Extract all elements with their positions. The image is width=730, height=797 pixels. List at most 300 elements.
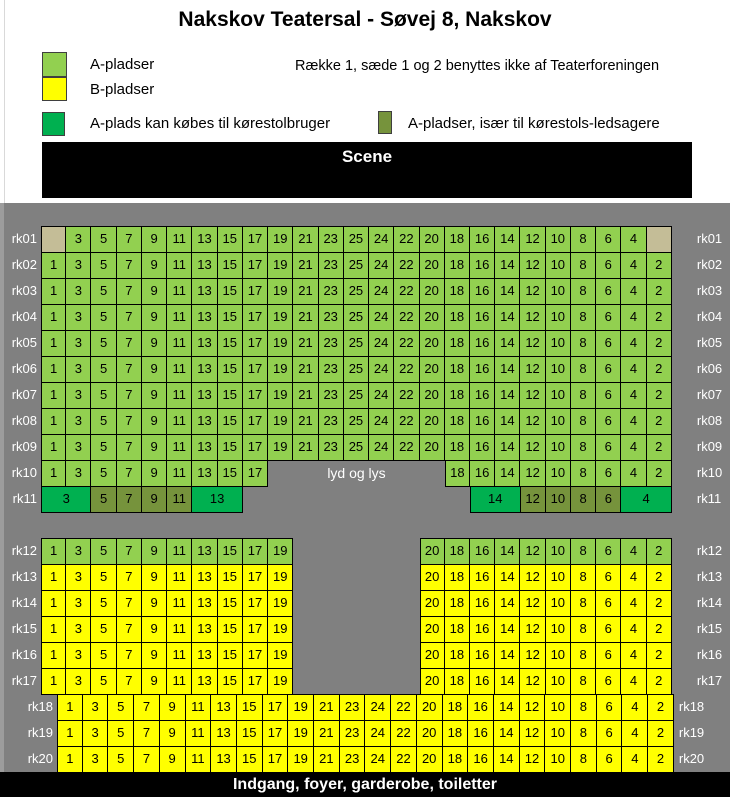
seat-rk12-17[interactable]: 17 — [242, 538, 268, 565]
seat-rk11-5[interactable]: 5 — [90, 486, 116, 513]
seat-rk20-10[interactable]: 10 — [544, 746, 571, 773]
seat-rk16-20[interactable]: 20 — [420, 642, 445, 669]
seat-rk09-6[interactable]: 6 — [595, 434, 621, 461]
seat-rk15-3[interactable]: 3 — [65, 616, 91, 643]
seat-rk19-16[interactable]: 16 — [467, 720, 494, 747]
seat-rk01-10[interactable]: 10 — [545, 226, 571, 253]
seat-rk04-7[interactable]: 7 — [116, 304, 142, 331]
seat-rk17-10[interactable]: 10 — [545, 668, 571, 695]
seat-rk10-6[interactable]: 6 — [595, 460, 621, 487]
seat-rk09-16[interactable]: 16 — [469, 434, 495, 461]
seat-rk15-16[interactable]: 16 — [469, 616, 495, 643]
seat-rk17-8[interactable]: 8 — [570, 668, 596, 695]
seat-rk17-6[interactable]: 6 — [595, 668, 621, 695]
seat-rk08-5[interactable]: 5 — [90, 408, 116, 435]
seat-rk03-1[interactable]: 1 — [41, 278, 66, 305]
seat-rk04-14[interactable]: 14 — [494, 304, 520, 331]
seat-rk07-4[interactable]: 4 — [620, 382, 646, 409]
seat-rk15-4[interactable]: 4 — [620, 616, 646, 643]
seat-rk06-15[interactable]: 15 — [217, 356, 243, 383]
seat-rk06-17[interactable]: 17 — [242, 356, 268, 383]
seat-rk03-18[interactable]: 18 — [444, 278, 470, 305]
seat-rk01-8[interactable]: 8 — [570, 226, 596, 253]
seat-rk17-5[interactable]: 5 — [90, 668, 116, 695]
seat-rk06-9[interactable]: 9 — [141, 356, 167, 383]
seat-rk04-11[interactable]: 11 — [166, 304, 192, 331]
seat-rk07-5[interactable]: 5 — [90, 382, 116, 409]
seat-rk07-8[interactable]: 8 — [570, 382, 596, 409]
seat-rk11-13[interactable]: 13 — [191, 486, 242, 513]
seat-rk19-7[interactable]: 7 — [133, 720, 160, 747]
seat-rk17-17[interactable]: 17 — [242, 668, 268, 695]
seat-rk09-21[interactable]: 21 — [292, 434, 318, 461]
seat-rk01-3[interactable]: 3 — [65, 226, 91, 253]
seat-rk15-11[interactable]: 11 — [166, 616, 192, 643]
seat-rk16-12[interactable]: 12 — [519, 642, 545, 669]
seat-rk19-22[interactable]: 22 — [390, 720, 417, 747]
seat-rk06-19[interactable]: 19 — [267, 356, 293, 383]
seat-rk02-1[interactable]: 1 — [41, 252, 66, 279]
seat-rk18-23[interactable]: 23 — [339, 694, 366, 721]
seat-rk18-12[interactable]: 12 — [519, 694, 546, 721]
seat-rk08-3[interactable]: 3 — [65, 408, 91, 435]
seat-rk08-8[interactable]: 8 — [570, 408, 596, 435]
seat-rk06-20[interactable]: 20 — [419, 356, 445, 383]
seat-rk14-13[interactable]: 13 — [191, 590, 217, 617]
seat-rk02-7[interactable]: 7 — [116, 252, 142, 279]
seat-rk16-9[interactable]: 9 — [141, 642, 167, 669]
seat-rk08-23[interactable]: 23 — [318, 408, 344, 435]
seat-rk07-9[interactable]: 9 — [141, 382, 167, 409]
seat-rk02-5[interactable]: 5 — [90, 252, 116, 279]
seat-rk09-7[interactable]: 7 — [116, 434, 142, 461]
seat-rk20-7[interactable]: 7 — [133, 746, 160, 773]
seat-rk13-15[interactable]: 15 — [217, 564, 243, 591]
seat-rk04-20[interactable]: 20 — [419, 304, 445, 331]
seat-rk20-14[interactable]: 14 — [493, 746, 520, 773]
seat-rk16-18[interactable]: 18 — [444, 642, 470, 669]
seat-rk15-19[interactable]: 19 — [267, 616, 293, 643]
seat-rk09-20[interactable]: 20 — [419, 434, 445, 461]
seat-rk02-16[interactable]: 16 — [469, 252, 495, 279]
seat-rk03-4[interactable]: 4 — [620, 278, 646, 305]
seat-rk08-2[interactable]: 2 — [646, 408, 672, 435]
seat-rk04-13[interactable]: 13 — [191, 304, 217, 331]
seat-rk12-9[interactable]: 9 — [141, 538, 167, 565]
seat-rk04-8[interactable]: 8 — [570, 304, 596, 331]
seat-rk08-17[interactable]: 17 — [242, 408, 268, 435]
seat-rk09-25[interactable]: 25 — [343, 434, 369, 461]
seat-rk05-1[interactable]: 1 — [41, 330, 66, 357]
seat-rk11-7[interactable]: 7 — [116, 486, 142, 513]
seat-rk07-16[interactable]: 16 — [469, 382, 495, 409]
seat-rk11-10[interactable]: 10 — [545, 486, 571, 513]
seat-rk14-7[interactable]: 7 — [116, 590, 142, 617]
seat-rk06-3[interactable]: 3 — [65, 356, 91, 383]
seat-rk08-13[interactable]: 13 — [191, 408, 217, 435]
seat-rk13-5[interactable]: 5 — [90, 564, 116, 591]
seat-rk20-24[interactable]: 24 — [364, 746, 391, 773]
seat-rk05-2[interactable]: 2 — [646, 330, 672, 357]
seat-rk18-11[interactable]: 11 — [185, 694, 212, 721]
seat-rk18-20[interactable]: 20 — [416, 694, 443, 721]
seat-rk15-15[interactable]: 15 — [217, 616, 243, 643]
seat-rk09-24[interactable]: 24 — [368, 434, 394, 461]
seat-rk17-2[interactable]: 2 — [646, 668, 672, 695]
seat-rk19-15[interactable]: 15 — [236, 720, 263, 747]
seat-rk05-22[interactable]: 22 — [393, 330, 419, 357]
seat-rk05-7[interactable]: 7 — [116, 330, 142, 357]
seat-rk13-8[interactable]: 8 — [570, 564, 596, 591]
seat-rk17-12[interactable]: 12 — [519, 668, 545, 695]
seat-rk16-3[interactable]: 3 — [65, 642, 91, 669]
seat-rk05-5[interactable]: 5 — [90, 330, 116, 357]
seat-rk06-21[interactable]: 21 — [292, 356, 318, 383]
seat-rk04-2[interactable]: 2 — [646, 304, 672, 331]
seat-rk09-14[interactable]: 14 — [494, 434, 520, 461]
seat-rk14-12[interactable]: 12 — [519, 590, 545, 617]
seat-rk05-6[interactable]: 6 — [595, 330, 621, 357]
seat-rk12-16[interactable]: 16 — [469, 538, 495, 565]
seat-rk05-11[interactable]: 11 — [166, 330, 192, 357]
seat-rk17-9[interactable]: 9 — [141, 668, 167, 695]
seat-rk18-7[interactable]: 7 — [133, 694, 160, 721]
seat-rk06-11[interactable]: 11 — [166, 356, 192, 383]
seat-rk17-7[interactable]: 7 — [116, 668, 142, 695]
seat-rk15-2[interactable]: 2 — [646, 616, 672, 643]
seat-rk09-13[interactable]: 13 — [191, 434, 217, 461]
seat-rk05-10[interactable]: 10 — [545, 330, 571, 357]
seat-rk20-16[interactable]: 16 — [467, 746, 494, 773]
seat-rk13-7[interactable]: 7 — [116, 564, 142, 591]
seat-rk14-16[interactable]: 16 — [469, 590, 495, 617]
seat-rk19-12[interactable]: 12 — [519, 720, 546, 747]
seat-rk20-6[interactable]: 6 — [596, 746, 623, 773]
seat-rk08-14[interactable]: 14 — [494, 408, 520, 435]
seat-rk04-4[interactable]: 4 — [620, 304, 646, 331]
seat-rk19-21[interactable]: 21 — [313, 720, 340, 747]
seat-rk15-7[interactable]: 7 — [116, 616, 142, 643]
seat-rk17-13[interactable]: 13 — [191, 668, 217, 695]
seat-rk01-11[interactable]: 11 — [166, 226, 192, 253]
seat-rk06-10[interactable]: 10 — [545, 356, 571, 383]
seat-rk04-10[interactable]: 10 — [545, 304, 571, 331]
seat-rk05-23[interactable]: 23 — [318, 330, 344, 357]
seat-rk10-18[interactable]: 18 — [445, 460, 470, 487]
seat-rk05-25[interactable]: 25 — [343, 330, 369, 357]
seat-rk08-16[interactable]: 16 — [469, 408, 495, 435]
seat-rk03-21[interactable]: 21 — [292, 278, 318, 305]
seat-rk18-5[interactable]: 5 — [107, 694, 134, 721]
seat-rk07-1[interactable]: 1 — [41, 382, 66, 409]
seat-rk03-5[interactable]: 5 — [90, 278, 116, 305]
seat-rk20-5[interactable]: 5 — [107, 746, 134, 773]
seat-rk18-16[interactable]: 16 — [467, 694, 494, 721]
seat-rk06-13[interactable]: 13 — [191, 356, 217, 383]
seat-rk11-11[interactable]: 11 — [166, 486, 192, 513]
seat-rk12-1[interactable]: 1 — [41, 538, 66, 565]
seat-rk08-22[interactable]: 22 — [393, 408, 419, 435]
seat-rk19-1[interactable]: 1 — [57, 720, 83, 747]
seat-rk01-21[interactable]: 21 — [292, 226, 318, 253]
seat-rk03-22[interactable]: 22 — [393, 278, 419, 305]
seat-rk08-1[interactable]: 1 — [41, 408, 66, 435]
seat-rk16-1[interactable]: 1 — [41, 642, 66, 669]
seat-rk16-4[interactable]: 4 — [620, 642, 646, 669]
seat-rk14-19[interactable]: 19 — [267, 590, 293, 617]
seat-rk12-15[interactable]: 15 — [217, 538, 243, 565]
seat-rk18-2[interactable]: 2 — [647, 694, 674, 721]
seat-rk19-19[interactable]: 19 — [287, 720, 314, 747]
seat-rk11-14[interactable]: 14 — [470, 486, 520, 513]
seat-rk09-2[interactable]: 2 — [646, 434, 672, 461]
seat-rk13-11[interactable]: 11 — [166, 564, 192, 591]
seat-rk19-3[interactable]: 3 — [82, 720, 109, 747]
seat-rk14-9[interactable]: 9 — [141, 590, 167, 617]
seat-rk16-5[interactable]: 5 — [90, 642, 116, 669]
seat-rk11-6[interactable]: 6 — [595, 486, 621, 513]
seat-rk03-16[interactable]: 16 — [469, 278, 495, 305]
seat-rk03-19[interactable]: 19 — [267, 278, 293, 305]
seat-rk02-3[interactable]: 3 — [65, 252, 91, 279]
seat-rk12-8[interactable]: 8 — [570, 538, 596, 565]
seat-rk10-12[interactable]: 12 — [519, 460, 545, 487]
seat-rk05-17[interactable]: 17 — [242, 330, 268, 357]
seat-rk01-5[interactable]: 5 — [90, 226, 116, 253]
seat-rk02-24[interactable]: 24 — [368, 252, 394, 279]
seat-rk13-12[interactable]: 12 — [519, 564, 545, 591]
seat-rk05-8[interactable]: 8 — [570, 330, 596, 357]
seat-rk20-2[interactable]: 2 — [647, 746, 674, 773]
seat-rk03-12[interactable]: 12 — [519, 278, 545, 305]
seat-rk20-8[interactable]: 8 — [570, 746, 597, 773]
seat-rk13-19[interactable]: 19 — [267, 564, 293, 591]
seat-rk02-25[interactable]: 25 — [343, 252, 369, 279]
seat-rk03-14[interactable]: 14 — [494, 278, 520, 305]
seat-rk14-3[interactable]: 3 — [65, 590, 91, 617]
seat-rk15-6[interactable]: 6 — [595, 616, 621, 643]
seat-rk13-20[interactable]: 20 — [420, 564, 445, 591]
seat-rk15-14[interactable]: 14 — [494, 616, 520, 643]
seat-rk09-23[interactable]: 23 — [318, 434, 344, 461]
seat-rk14-17[interactable]: 17 — [242, 590, 268, 617]
seat-rk20-3[interactable]: 3 — [82, 746, 109, 773]
seat-rk09-8[interactable]: 8 — [570, 434, 596, 461]
seat-rk07-21[interactable]: 21 — [292, 382, 318, 409]
seat-rk07-19[interactable]: 19 — [267, 382, 293, 409]
seat-rk10-3[interactable]: 3 — [65, 460, 91, 487]
seat-rk01-25[interactable]: 25 — [343, 226, 369, 253]
seat-rk02-10[interactable]: 10 — [545, 252, 571, 279]
seat-rk10-11[interactable]: 11 — [166, 460, 192, 487]
seat-rk15-13[interactable]: 13 — [191, 616, 217, 643]
seat-rk20-21[interactable]: 21 — [313, 746, 340, 773]
seat-rk16-8[interactable]: 8 — [570, 642, 596, 669]
seat-rk13-18[interactable]: 18 — [444, 564, 470, 591]
seat-rk03-10[interactable]: 10 — [545, 278, 571, 305]
seat-rk19-4[interactable]: 4 — [621, 720, 648, 747]
seat-rk12-18[interactable]: 18 — [444, 538, 470, 565]
seat-rk09-10[interactable]: 10 — [545, 434, 571, 461]
seat-rk20-15[interactable]: 15 — [236, 746, 263, 773]
seat-rk04-9[interactable]: 9 — [141, 304, 167, 331]
seat-rk17-1[interactable]: 1 — [41, 668, 66, 695]
seat-rk02-20[interactable]: 20 — [419, 252, 445, 279]
seat-rk11-8[interactable]: 8 — [570, 486, 596, 513]
seat-rk02-4[interactable]: 4 — [620, 252, 646, 279]
seat-rk06-4[interactable]: 4 — [620, 356, 646, 383]
seat-rk11-12[interactable]: 12 — [520, 486, 546, 513]
seat-rk08-18[interactable]: 18 — [444, 408, 470, 435]
seat-rk02-14[interactable]: 14 — [494, 252, 520, 279]
seat-rk19-20[interactable]: 20 — [416, 720, 443, 747]
seat-rk18-24[interactable]: 24 — [364, 694, 391, 721]
seat-rk05-13[interactable]: 13 — [191, 330, 217, 357]
seat-rk11-4[interactable]: 4 — [620, 486, 671, 513]
seat-rk10-14[interactable]: 14 — [494, 460, 520, 487]
seat-rk13-13[interactable]: 13 — [191, 564, 217, 591]
seat-rk12-2[interactable]: 2 — [646, 538, 672, 565]
seat-rk02-19[interactable]: 19 — [267, 252, 293, 279]
seat-rk06-12[interactable]: 12 — [519, 356, 545, 383]
seat-rk01-19[interactable]: 19 — [267, 226, 293, 253]
seat-rk08-10[interactable]: 10 — [545, 408, 571, 435]
seat-rk01-23[interactable]: 23 — [318, 226, 344, 253]
seat-rk07-2[interactable]: 2 — [646, 382, 672, 409]
seat-rk11-9[interactable]: 9 — [141, 486, 167, 513]
seat-rk07-10[interactable]: 10 — [545, 382, 571, 409]
seat-rk04-16[interactable]: 16 — [469, 304, 495, 331]
seat-rk18-10[interactable]: 10 — [544, 694, 571, 721]
seat-rk05-18[interactable]: 18 — [444, 330, 470, 357]
seat-rk20-20[interactable]: 20 — [416, 746, 443, 773]
seat-rk02-13[interactable]: 13 — [191, 252, 217, 279]
seat-rk07-13[interactable]: 13 — [191, 382, 217, 409]
seat-rk12-3[interactable]: 3 — [65, 538, 91, 565]
seat-rk02-15[interactable]: 15 — [217, 252, 243, 279]
seat-rk19-14[interactable]: 14 — [493, 720, 520, 747]
seat-rk18-18[interactable]: 18 — [442, 694, 469, 721]
seat-rk05-14[interactable]: 14 — [494, 330, 520, 357]
seat-rk10-5[interactable]: 5 — [90, 460, 116, 487]
seat-rk06-24[interactable]: 24 — [368, 356, 394, 383]
seat-rk19-24[interactable]: 24 — [364, 720, 391, 747]
seat-rk14-18[interactable]: 18 — [444, 590, 470, 617]
seat-rk01-16[interactable]: 16 — [469, 226, 495, 253]
seat-rk18-3[interactable]: 3 — [82, 694, 109, 721]
seat-rk09-22[interactable]: 22 — [393, 434, 419, 461]
seat-rk17-19[interactable]: 19 — [267, 668, 293, 695]
seat-rk10-15[interactable]: 15 — [217, 460, 243, 487]
seat-rk10-16[interactable]: 16 — [469, 460, 495, 487]
seat-rk09-9[interactable]: 9 — [141, 434, 167, 461]
seat-rk01-12[interactable]: 12 — [519, 226, 545, 253]
seat-rk04-19[interactable]: 19 — [267, 304, 293, 331]
seat-rk02-23[interactable]: 23 — [318, 252, 344, 279]
seat-rk18-17[interactable]: 17 — [262, 694, 289, 721]
seat-rk04-15[interactable]: 15 — [217, 304, 243, 331]
seat-rk03-13[interactable]: 13 — [191, 278, 217, 305]
seat-rk09-18[interactable]: 18 — [444, 434, 470, 461]
seat-rk12-20[interactable]: 20 — [420, 538, 445, 565]
seat-rk04-21[interactable]: 21 — [292, 304, 318, 331]
seat-rk18-15[interactable]: 15 — [236, 694, 263, 721]
seat-rk06-1[interactable]: 1 — [41, 356, 66, 383]
seat-rk03-20[interactable]: 20 — [419, 278, 445, 305]
seat-rk08-24[interactable]: 24 — [368, 408, 394, 435]
seat-rk15-17[interactable]: 17 — [242, 616, 268, 643]
seat-rk17-14[interactable]: 14 — [494, 668, 520, 695]
seat-rk14-14[interactable]: 14 — [494, 590, 520, 617]
seat-rk08-12[interactable]: 12 — [519, 408, 545, 435]
seat-rk06-18[interactable]: 18 — [444, 356, 470, 383]
seat-rk13-17[interactable]: 17 — [242, 564, 268, 591]
seat-rk12-13[interactable]: 13 — [191, 538, 217, 565]
seat-rk17-3[interactable]: 3 — [65, 668, 91, 695]
seat-rk13-16[interactable]: 16 — [469, 564, 495, 591]
seat-rk09-5[interactable]: 5 — [90, 434, 116, 461]
seat-rk15-10[interactable]: 10 — [545, 616, 571, 643]
seat-rk14-1[interactable]: 1 — [41, 590, 66, 617]
seat-rk17-11[interactable]: 11 — [166, 668, 192, 695]
seat-rk10-17[interactable]: 17 — [242, 460, 268, 487]
seat-rk04-5[interactable]: 5 — [90, 304, 116, 331]
seat-rk10-4[interactable]: 4 — [620, 460, 646, 487]
seat-rk07-15[interactable]: 15 — [217, 382, 243, 409]
seat-rk18-21[interactable]: 21 — [313, 694, 340, 721]
seat-rk15-8[interactable]: 8 — [570, 616, 596, 643]
seat-rk07-3[interactable]: 3 — [65, 382, 91, 409]
seat-rk10-2[interactable]: 2 — [646, 460, 672, 487]
seat-rk13-4[interactable]: 4 — [620, 564, 646, 591]
seat-rk10-9[interactable]: 9 — [141, 460, 167, 487]
seat-rk07-23[interactable]: 23 — [318, 382, 344, 409]
seat-rk09-3[interactable]: 3 — [65, 434, 91, 461]
seat-rk08-4[interactable]: 4 — [620, 408, 646, 435]
seat-rk08-25[interactable]: 25 — [343, 408, 369, 435]
seat-rk04-17[interactable]: 17 — [242, 304, 268, 331]
seat-rk13-9[interactable]: 9 — [141, 564, 167, 591]
seat-rk01-14[interactable]: 14 — [494, 226, 520, 253]
seat-rk03-2[interactable]: 2 — [646, 278, 672, 305]
seat-rk16-15[interactable]: 15 — [217, 642, 243, 669]
seat-rk08-19[interactable]: 19 — [267, 408, 293, 435]
seat-rk03-11[interactable]: 11 — [166, 278, 192, 305]
seat-rk05-12[interactable]: 12 — [519, 330, 545, 357]
seat-rk03-9[interactable]: 9 — [141, 278, 167, 305]
seat-rk06-22[interactable]: 22 — [393, 356, 419, 383]
seat-rk13-1[interactable]: 1 — [41, 564, 66, 591]
seat-rk12-5[interactable]: 5 — [90, 538, 116, 565]
seat-rk20-4[interactable]: 4 — [621, 746, 648, 773]
seat-rk15-1[interactable]: 1 — [41, 616, 66, 643]
seat-rk19-6[interactable]: 6 — [596, 720, 623, 747]
seat-rk09-11[interactable]: 11 — [166, 434, 192, 461]
seat-rk02-12[interactable]: 12 — [519, 252, 545, 279]
seat-rk18-9[interactable]: 9 — [159, 694, 186, 721]
seat-rk18-1[interactable]: 1 — [57, 694, 83, 721]
seat-rk08-11[interactable]: 11 — [166, 408, 192, 435]
seat-rk02-22[interactable]: 22 — [393, 252, 419, 279]
seat-rk20-13[interactable]: 13 — [210, 746, 237, 773]
seat-rk09-1[interactable]: 1 — [41, 434, 66, 461]
seat-rk01-9[interactable]: 9 — [141, 226, 167, 253]
seat-rk06-7[interactable]: 7 — [116, 356, 142, 383]
seat-rk04-6[interactable]: 6 — [595, 304, 621, 331]
seat-rk18-6[interactable]: 6 — [596, 694, 623, 721]
seat-rk08-7[interactable]: 7 — [116, 408, 142, 435]
seat-rk02-21[interactable]: 21 — [292, 252, 318, 279]
